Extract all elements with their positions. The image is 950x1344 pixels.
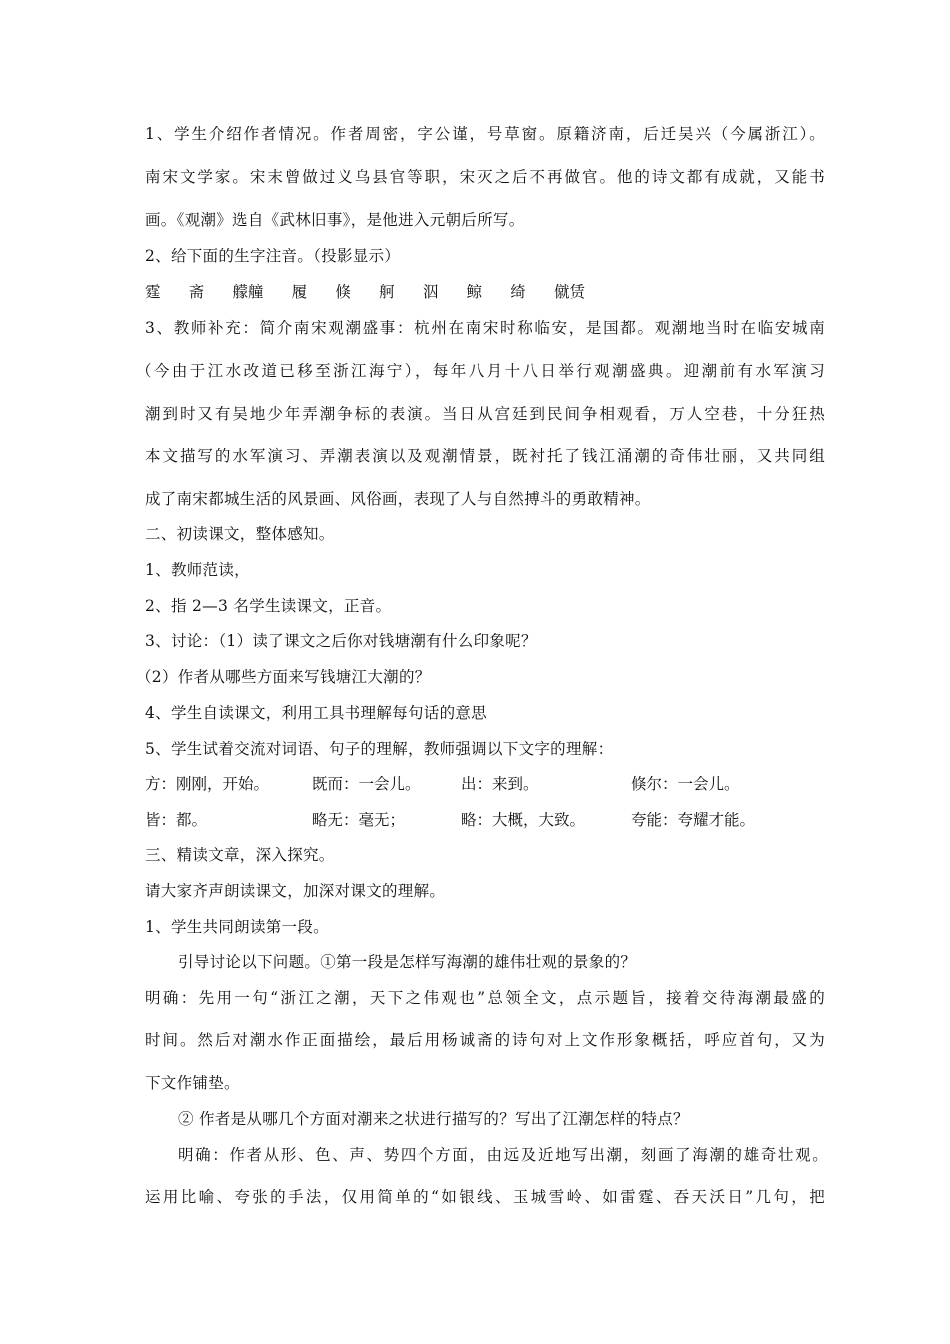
section-2-item: 2、指 2—3 名学生读课文，正音。: [145, 597, 392, 615]
glossary-entry: 倏尔：一会儿。: [631, 775, 740, 793]
teacher-supplement-line-5: 成了南宋都城生活的风景画、风俗画，表现了人与自然搏斗的勇敢精神。: [145, 490, 651, 508]
answer-2-line-1: 明确：作者从形、色、声、势四个方面，由远及近地写出潮，刻画了海潮的雄奇壮观。: [178, 1146, 828, 1164]
section-2-item: 3、讨论：（1）读了课文之后你对钱塘潮有什么印象呢？: [145, 632, 537, 650]
glossary-entry: 夸能：夸耀才能。: [631, 811, 756, 829]
phonetic-task: 2、给下面的生字注音。（投影显示）: [145, 247, 401, 265]
section-2-item: 5、学生试着交流对词语、句子的理解，教师强调以下文字的理解：: [145, 740, 614, 758]
answer-2-line-2: 运用比喻、夸张的手法，仅用简单的“如银线、玉城雪岭、如雷霆、吞天沃日”几句，把: [145, 1188, 825, 1206]
new-character: 履: [291, 283, 308, 301]
teacher-supplement-line-2: （今由于江水改道已移至浙江海宁），每年八月十八日举行观潮盛典。迎潮前有水军演习: [136, 362, 825, 380]
section-2-item: （2）作者从哪些方面来写钱塘江大潮的？: [136, 668, 431, 686]
section-2-item: 4、学生自读课文，利用工具书理解每句话的意思: [145, 704, 487, 722]
discussion-question-2: ② 作者是从哪几个方面对潮来之状进行描写的？写出了江潮怎样的特点？: [178, 1110, 689, 1128]
author-intro-line-1: 1、学生介绍作者情况。作者周密，字公谨，号草窗。原籍济南，后迁吴兴（今属浙江）。: [145, 125, 825, 143]
glossary-entry: 略无：毫无；: [312, 811, 406, 829]
section-3-heading: 三、精读文章，深入探究。: [145, 846, 335, 864]
new-character: 艨艟: [232, 283, 264, 301]
glossary-entry: 略：大概，大致。: [461, 811, 586, 829]
new-character: 绮: [510, 283, 526, 301]
author-intro-line-3: 画。《观潮》选自《武林旧事》，是他进入元朝后所写。: [145, 211, 525, 229]
section-2-heading: 二、初读课文，整体感知。: [145, 525, 335, 543]
new-character-list: [145, 282, 585, 302]
new-character: 舸: [379, 283, 395, 301]
teacher-supplement-line-3: 潮到时又有吴地少年弄潮争标的表演。当日从宫廷到民间争相观看，万人空巷，十分狂热: [145, 405, 825, 423]
new-character: 泅: [422, 283, 439, 301]
glossary-entry: 出：来到。: [461, 775, 539, 793]
glossary-entry: 皆：都。: [145, 811, 208, 829]
new-character: 僦赁: [553, 283, 585, 301]
section-2-item: 1、教师范读，: [145, 561, 250, 579]
new-character: 鲸: [466, 283, 483, 301]
teacher-supplement-line-4: 本文描写的水军演习、弄潮表演以及观潮情景，既衬托了钱江涌潮的奇伟壮丽，又共同组: [145, 447, 825, 465]
glossary-entry: 方：刚刚，开始。: [145, 775, 270, 793]
teacher-supplement-line-1: 3、教师补充：简介南宋观潮盛事：杭州在南宋时称临安，是国都。观潮地当时在临安城南: [145, 319, 825, 337]
new-character: 霆: [145, 283, 161, 301]
answer-1-line-2: 时间。然后对潮水作正面描绘，最后用杨诚斋的诗句对上文作形象概括，呼应首句，又为: [145, 1031, 825, 1049]
section-3-step-1: 1、学生共同朗读第一段。: [145, 918, 329, 936]
answer-1-line-3: 下文作铺垫。: [145, 1074, 240, 1092]
new-character: 倏: [335, 283, 351, 301]
new-character: 斋: [188, 283, 205, 301]
section-3-intro: 请大家齐声朗读课文，加深对课文的理解。: [145, 882, 446, 900]
glossary-entry: 既而：一会儿。: [312, 775, 421, 793]
answer-1-line-1: 明确：先用一句“浙江之潮，天下之伟观也”总领全文，点示题旨，接着交待海潮最盛的: [145, 989, 825, 1007]
author-intro-line-2: 南宋文学家。宋末曾做过义乌县官等职，宋灭之后不再做官。他的诗文都有成就，又能书: [145, 168, 825, 186]
discussion-question-1: 引导讨论以下问题。①第一段是怎样写海潮的雄伟壮观的景象的？: [178, 953, 637, 971]
